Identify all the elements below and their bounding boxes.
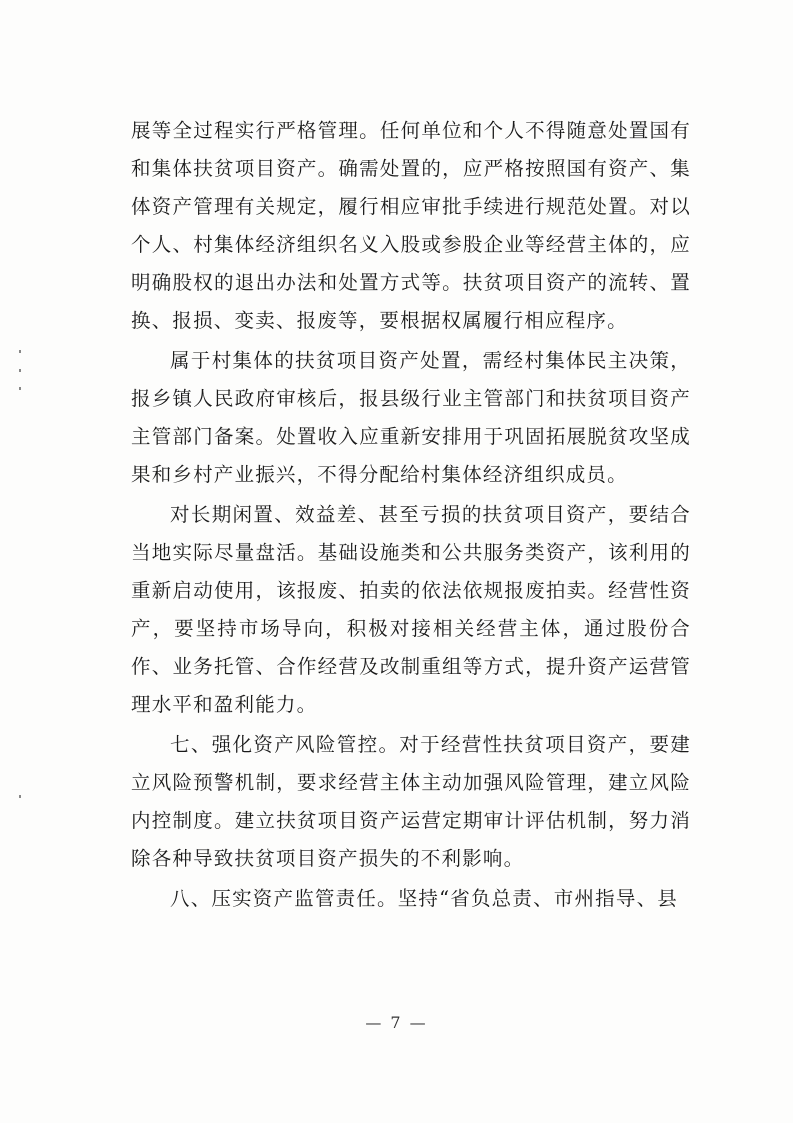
margin-mark: [19, 369, 21, 372]
paragraph-1: 展等全过程实行严格管理。任何单位和个人不得随意处置国有和集体扶贫项目资产。确需处置的，应严格按照国有资产、集体资产管理有关规定，履行相应审批手续进行规范处置。对以个人、村集体经济组织名义入股或参股企业等经营主体的，应明确股权的退出办法和处置方式等。扶贫项目资产的流转、置换、报损、变卖、报废等，要根据权属履行相应程序。: [131, 119, 691, 332]
paragraph-5-section-eight: 八、压实资产监管责任。坚持“省负总责、市州指导、县: [170, 887, 678, 910]
paragraph-4-section-seven: 七、强化资产风险管控。对于经营性扶贫项目资产，要建立风险预警机制，要求经营主体主动加强风险管理，建立风险内控制度。建立扶贫项目资产运营定期审计评估机制，努力消除各种导致扶贫项目资产损失的不利影响。: [131, 733, 691, 870]
body-text: [131, 112, 691, 920]
paragraph-2: 属于村集体的扶贫项目资产处置，需经村集体民主决策，报乡镇人民政府审核后，报县级行业主管部门和扶贫项目资产主管部门备案。处置收入应重新安排用于巩固拓展脱贫攻坚成果和乡村产业振兴，不得分配给村集体经济组织成员。: [131, 349, 691, 486]
margin-mark: [19, 350, 21, 353]
margin-mark: [19, 387, 21, 390]
paragraph-3: 对长期闲置、效益差、甚至亏损的扶贫项目资产，要结合当地实际尽量盘活。基础设施类和公共服务类资产，该利用的重新启动使用，该报废、拍卖的依法依规报废拍卖。经营性资产，要坚持市场导向，积极对接相关经营主体，通过股份合作、业务托管、合作经营及改制重组等方式，提升资产运营管理水平和盈利能力。: [131, 503, 691, 716]
page-number: — 7 —: [365, 1013, 428, 1032]
margin-mark: [19, 795, 21, 798]
